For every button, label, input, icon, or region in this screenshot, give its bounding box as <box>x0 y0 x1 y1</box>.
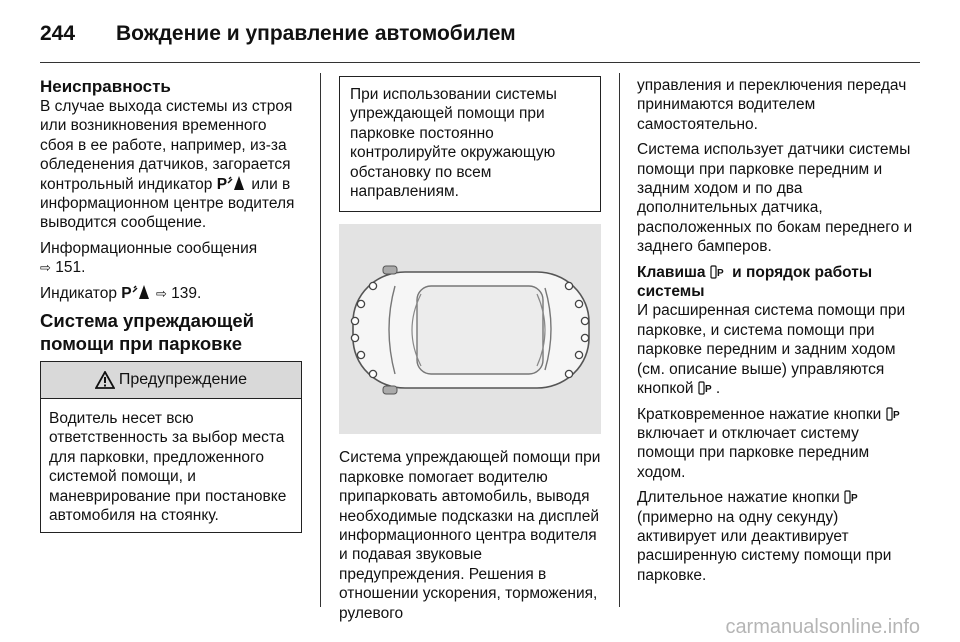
watermark: carmanualsonline.info <box>725 616 920 638</box>
button-control-text: И расширенная система помощи при парковке, и система помощи при парковке передним и задним ходом (см. описание выше) управляются кнопкой <box>637 302 906 398</box>
short-press-paragraph <box>637 405 913 483</box>
page-number: 244 <box>40 22 76 45</box>
svg-text:P: P <box>704 384 712 396</box>
heading-key-operation <box>637 263 913 302</box>
heading-parking-system: Система упреждающей помощи при парковке <box>40 310 255 355</box>
page-title: Вождение и управление автомобилем <box>116 22 516 45</box>
warning-header <box>41 362 301 399</box>
svg-text:P: P <box>716 267 724 279</box>
sensors-paragraph: Система использует датчики системы помощи при парковке передним и задним ходом и по два дополнительных датчика, расположенных по бокам переднего и заднего бамперов. <box>637 141 913 256</box>
column-middle <box>339 76 601 629</box>
info-messages-text: Информационные сообщения <box>40 239 258 257</box>
parking-assist-button-icon <box>886 407 904 421</box>
indicator-ref: 139. <box>171 284 202 302</box>
parking-assist-button-icon <box>710 265 728 279</box>
note-box: При использовании системы упреждающей помощи при парковке постоянно контролируйте окружающую обстановку по всем направлениям. <box>339 76 601 212</box>
parking-assist-button-icon <box>698 381 716 395</box>
indicator-text: Индикатор <box>40 284 117 302</box>
warning-box <box>40 361 302 532</box>
heading-key-text: Клавиша <box>637 263 706 281</box>
short-press-text-end: включает и отключает систему помощи при парковке передним ходом. <box>637 424 870 481</box>
long-press-paragraph <box>637 488 913 585</box>
warning-title: Предупреждение <box>118 371 248 389</box>
header-rule <box>40 62 920 63</box>
column-right <box>637 76 913 591</box>
heading-fault: Неисправность <box>40 77 171 96</box>
svg-text:P: P <box>892 409 900 421</box>
car-top-view-illustration <box>339 224 601 434</box>
column-divider-1 <box>320 73 321 607</box>
fault-text-start: В случае выхода системы из строя или возникновения временного сбоя в ее работе, например, из-за обледенения датчиков, загорается контрольный индикатор <box>40 98 293 193</box>
fault-text-end: или в информационном центре водителя выводится сообщение. <box>40 175 295 232</box>
parking-indicator-icon: P <box>216 175 228 193</box>
parking-indicator-icon: P <box>121 284 132 302</box>
info-messages-paragraph <box>40 239 302 278</box>
parking-assist-button-icon <box>844 490 862 504</box>
indicator-paragraph <box>40 284 302 303</box>
reference-arrow-icon: ⇨ <box>40 260 51 276</box>
long-press-text: Длительное нажатие кнопки <box>637 489 840 507</box>
control-paragraph: управления и переключения передач принимаются водителем самостоятельно. <box>637 77 907 133</box>
heading-key-text-end: и порядок работы системы <box>637 263 873 301</box>
warning-triangle-icon <box>95 371 115 389</box>
reference-arrow-icon: ⇨ <box>155 285 167 301</box>
button-control-text-end: . <box>715 380 721 398</box>
short-press-text: Кратковременное нажатие кнопки <box>637 405 882 423</box>
fault-paragraph <box>40 97 302 233</box>
parking-sensor-icon <box>132 284 150 300</box>
page-header <box>40 14 516 54</box>
warning-text: Водитель несет всю ответственность за выбор места для парковки, предложенного системой помощи, и маневрирование при постановке автомобиля на стоянку. <box>49 410 287 525</box>
button-control-paragraph <box>637 301 913 398</box>
car-sensors-figure <box>339 224 601 434</box>
column-left <box>40 76 302 533</box>
parking-sensor-icon <box>227 175 245 191</box>
info-messages-ref: 151. <box>55 259 86 277</box>
parking-assist-description: Система упреждающей помощи при парковке помогает водителю припарковать автомобиль, выводя необходимые подсказки на дисплей информационного центра водителя и подавая звуковые предупреждения. Решения в отношении ускорения, торможения, рулевого <box>339 449 601 622</box>
svg-text:P: P <box>851 493 858 505</box>
long-press-text-end: (примерно на одну секунду) активирует или деактивирует расширенную систему помощи при парковке. <box>637 508 892 584</box>
column-divider-2 <box>619 73 620 607</box>
